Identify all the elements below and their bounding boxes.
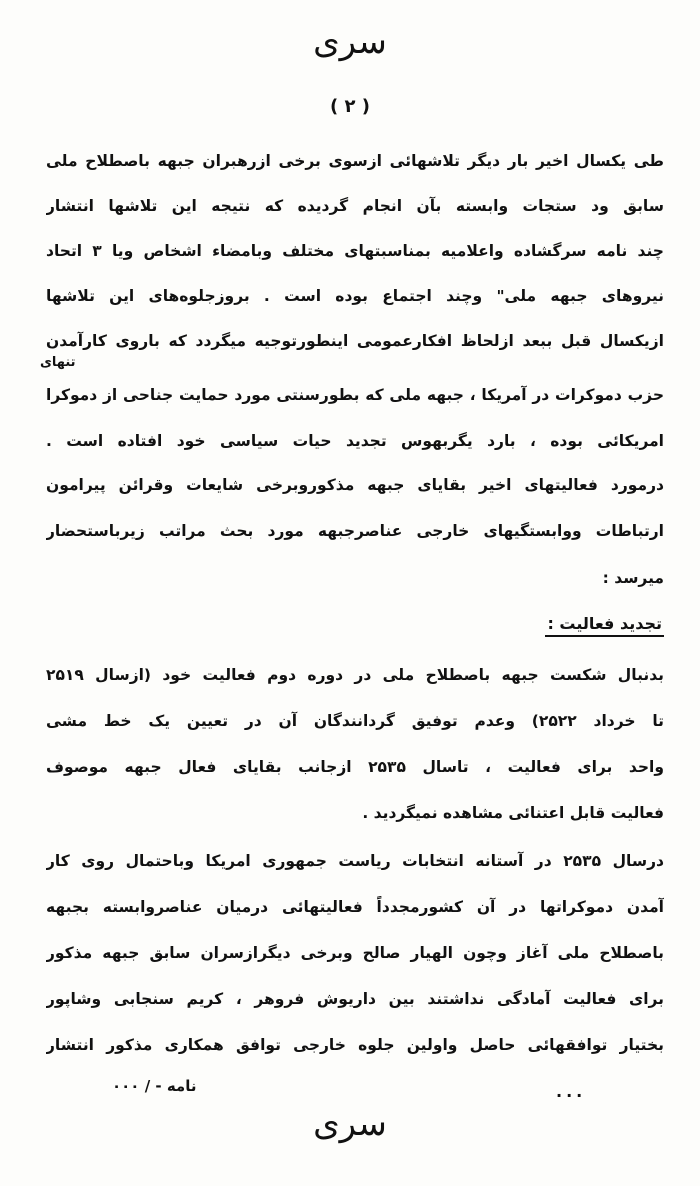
margin-note: تنهای <box>40 355 76 370</box>
text-line: برای فعالیت آمادگی نداشتند بین داریوش فروهر ، کریم سنجابی وشاپور <box>46 990 664 1008</box>
text-line: طی یکسال اخیر بار دیگر تلاشهائی ازسوی برخی ازرهبران جبهه باصطلاح ملی <box>46 152 664 170</box>
text-line: سابق ود ستجات وابسته بآن انجام گردیده که نتیجه این تلاشها انتشار <box>46 197 664 215</box>
reference-number: نامه - / ۰۰۰ <box>112 1077 197 1095</box>
text-line: امریکائی بوده ، بارد یگربهوس تجدید حیات سیاسی خود افتاده است . <box>46 432 664 450</box>
text-line: آمدن دموکراتها در آن کشورمجدداً فعالیتهائی درمیان عناصروابسته بجبهه <box>46 898 664 916</box>
text-line: ارتباطات ووابستگیهای خارجی عناصرجبهه مورد بحث مراتب زیرباستحضار <box>46 522 664 540</box>
text-line: بدنبال شکست جبهه باصطلاح ملی در دوره دوم فعالیت خود (ازسال ۲۵۱۹ <box>46 666 664 684</box>
text-line: باصطلاح ملی آغاز وچون الهیار صالح وبرخی دیگرازسران سابق جبهه مذکور <box>46 944 664 962</box>
text-line: حزب دموکرات در آمریکا ، جبهه ملی که بطورسنتی مورد حمایت جناحی از دموکرا <box>46 386 664 404</box>
continuation-dots: ... <box>556 1082 587 1101</box>
text-line: ازیکسال قبل ببعد ازلحاظ افکارعمومی اینطورتوجیه میگردد که باروی کارآمدن <box>46 332 664 350</box>
text-line: چند نامه سرگشاده واعلامیه بمناسبتهای مختلف وبامضاء اشخاص ویا ۳ اتحاد <box>46 242 664 260</box>
text-line: میرسد : <box>602 569 664 587</box>
text-line: بختیار توافقهائی حاصل واولین جلوه خارجی توافق همکاری مذکور انتشار <box>46 1036 664 1054</box>
text-line: درمورد فعالیتهای اخیر بقایای جبهه مذکوروبرخی شایعات وقرائن پیرامون <box>46 476 664 494</box>
text-line: نیروهای جبهه ملی" وچند اجتماع بوده است . بروزجلوه‌های این تلاشها <box>46 287 664 305</box>
section-heading: تجدید فعالیت : <box>545 614 664 637</box>
text-line: درسال ۲۵۳۵ در آستانه انتخابات ریاست جمهوری امریکا وباحتمال روی کار <box>46 852 664 870</box>
page-number: ( ۲ ) <box>330 96 370 117</box>
text-line: واحد برای فعالیت ، تاسال ۲۵۳۵ ازجانب بقایای فعال جبهه موصوف <box>46 758 664 776</box>
text-line: فعالیت قابل اعتنائی مشاهده نمیگردید . <box>362 804 664 822</box>
classification-stamp-top: سری <box>313 22 387 62</box>
text-line: تا خرداد ۲۵۲۲) وعدم توفیق گردانندگان آن در تعیین یک خط مشی <box>46 712 664 730</box>
classification-stamp-bottom: سری <box>313 1104 387 1144</box>
